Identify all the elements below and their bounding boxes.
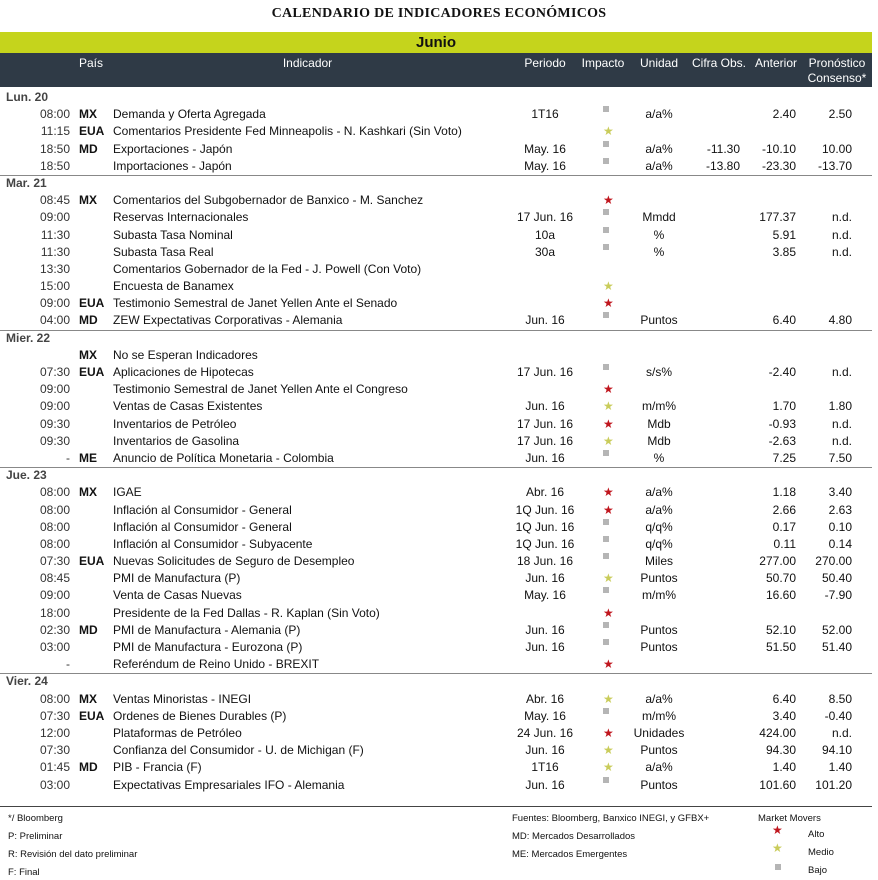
forecast-cell: 94.10 (821, 743, 852, 758)
legend-bajo: Bajo (808, 865, 828, 876)
unit-cell: Puntos (640, 743, 678, 758)
previous-cell: -2.40 (768, 365, 796, 379)
previous-cell: -2.63 (768, 433, 796, 448)
time-cell: 08:00 (39, 485, 70, 500)
indicator-cell: Inflación al Consumidor - General (113, 502, 292, 517)
time-cell: 18:50 (39, 141, 70, 156)
unit-cell: m/m% (642, 708, 676, 723)
unit-cell: a/a% (645, 107, 673, 122)
forecast-cell: n.d. (831, 365, 852, 379)
indicator-cell: ZEW Expectativas Corporativas - Alemania (113, 313, 343, 328)
indicator-cell: Testimonio Semestral de Janet Yellen Ante el Congreso (113, 382, 408, 397)
period-cell: Jun. 16 (525, 571, 565, 586)
time-cell: 01:45 (39, 760, 70, 775)
period-cell: 24 Jun. 16 (516, 725, 574, 740)
indicator-cell: Comentarios Presidente Fed Minneapolis - N. Kashkari (Sin Voto) (113, 124, 462, 139)
period-cell: May. 16 (524, 141, 566, 156)
forecast-cell: 2.50 (828, 107, 852, 122)
table-row: 08:00 MX IGAE Abr. 16 a/a% 1.18 3.40 ★ (0, 484, 872, 501)
table-row: 09:30 Inventarios de Petróleo 17 Jun. 16 Mdb -0.93 n.d. ★ (0, 416, 872, 433)
header-pais: País (79, 56, 104, 70)
table-row (0, 312, 872, 329)
table-row: 09:30 Inventarios de Gasolina 17 Jun. 16 Mdb -2.63 n.d. ★ (0, 433, 872, 450)
country-cell: ME (79, 450, 97, 465)
country-cell: MX (79, 691, 97, 706)
previous-cell: -23.30 (761, 158, 796, 173)
time-cell: 18:00 (39, 605, 70, 620)
forecast-cell: 0.10 (828, 519, 852, 534)
period-cell: 17 Jun. 16 (516, 433, 574, 448)
indicator-cell: Importaciones - Japón (113, 158, 232, 173)
period-cell: Jun. 16 (525, 313, 565, 328)
indicator-cell: Ordenes de Bienes Durables (P) (113, 708, 287, 723)
previous-cell: 94.30 (765, 743, 796, 758)
indicator-cell: Inflación al Consumidor - Subyacente (113, 536, 313, 551)
indicator-cell: Referéndum de Reino Unido - BREXIT (113, 657, 320, 672)
table-row (0, 587, 872, 604)
time-cell: 03:00 (39, 640, 70, 654)
indicator-cell: Subasta Tasa Real (113, 244, 214, 259)
day-row (0, 175, 872, 192)
time-cell: 07:30 (39, 554, 70, 569)
unit-cell: Mdb (647, 416, 671, 431)
unit-cell: Puntos (640, 313, 678, 328)
indicator-cell: PIB - Francia (F) (113, 760, 202, 775)
table-row (0, 708, 872, 725)
time-cell: 07:30 (39, 743, 70, 758)
previous-cell: -10.10 (761, 141, 796, 156)
time-cell: 08:00 (39, 691, 70, 706)
day-row (0, 330, 872, 347)
table-row: 07:30 Confianza del Consumidor - U. de Michigan (F) Jun. 16 Puntos 94.30 94.10 ★ (0, 742, 872, 759)
period-cell: Jun. 16 (525, 640, 565, 654)
day-row (0, 467, 872, 484)
unit-cell: Unidades (633, 725, 685, 740)
country-cell: MD (79, 141, 98, 156)
period-cell: 1Q Jun. 16 (515, 536, 575, 551)
forecast-cell: -7.90 (824, 588, 852, 603)
table-row (0, 536, 872, 553)
time-cell: 09:00 (39, 296, 70, 311)
indicator-cell: Ventas de Casas Existentes (113, 399, 263, 414)
time-cell: 07:30 (39, 708, 70, 723)
indicator-cell: Demanda y Oferta Agregada (113, 107, 266, 122)
indicator-cell: Inventarios de Petróleo (113, 416, 237, 431)
footer (0, 806, 872, 878)
country-cell: MX (79, 193, 97, 208)
indicator-cell: Inventarios de Gasolina (113, 433, 240, 448)
unit-cell: a/a% (645, 760, 673, 775)
indicator-cell: PMI de Manufactura - Eurozona (P) (113, 640, 303, 654)
table-row (0, 141, 872, 158)
forecast-cell: n.d. (831, 433, 852, 448)
previous-cell: 424.00 (759, 725, 796, 740)
indicator-cell: Anuncio de Política Monetaria - Colombia (113, 450, 334, 465)
time-cell: 08:00 (39, 107, 70, 122)
country-cell: EUA (79, 365, 105, 379)
previous-cell: 1.18 (772, 485, 796, 500)
time-cell: 09:30 (39, 433, 70, 448)
table-row: 08:00 MX Ventas Minoristas - INEGI Abr. 16 a/a% 6.40 8.50 ★ (0, 691, 872, 708)
table-row: 09:00 Ventas de Casas Existentes Jun. 16 m/m% 1.70 1.80 ★ (0, 398, 872, 415)
unit-cell: a/a% (645, 502, 673, 517)
table-row: 08:45 MX Comentarios del Subgobernador de Banxico - M. Sanchez ★ (0, 192, 872, 209)
forecast-cell: 0.14 (828, 536, 852, 551)
time-cell: 08:00 (39, 536, 70, 551)
previous-cell: 50.70 (765, 571, 796, 586)
previous-cell: 177.37 (759, 210, 796, 225)
table-row (0, 553, 872, 570)
period-cell: 17 Jun. 16 (516, 365, 574, 379)
country-cell: MX (79, 107, 97, 122)
indicator-cell: Exportaciones - Japón (113, 141, 233, 156)
period-cell: Jun. 16 (525, 743, 565, 758)
footnote-final: F: Final (8, 867, 40, 878)
observed-cell: -13.80 (705, 158, 740, 173)
table-row: 18:00 Presidente de la Fed Dallas - R. Kaplan (Sin Voto) ★ (0, 605, 872, 622)
day-label: Lun. 20 (6, 90, 49, 104)
period-cell: 17 Jun. 16 (516, 210, 574, 225)
footnote-bloomberg: */ Bloomberg (8, 813, 63, 824)
period-cell: 17 Jun. 16 (516, 416, 574, 431)
time-cell: 11:30 (40, 244, 70, 259)
previous-cell: -0.93 (768, 416, 796, 431)
country-cell: EUA (79, 708, 105, 723)
previous-cell: 5.91 (772, 227, 796, 242)
country-cell: MD (79, 760, 98, 775)
previous-cell: 3.85 (772, 244, 796, 259)
period-cell: May. 16 (524, 708, 566, 723)
table-row (0, 364, 872, 381)
previous-cell: 6.40 (772, 691, 796, 706)
period-cell: Jun. 16 (525, 777, 565, 792)
table-row (0, 347, 872, 364)
indicator-cell: Confianza del Consumidor - U. de Michigan (F) (113, 743, 364, 758)
previous-cell: 1.40 (772, 760, 796, 775)
previous-cell: 51.50 (765, 640, 796, 654)
time-cell: 07:30 (39, 365, 70, 379)
period-cell: Jun. 16 (525, 399, 565, 414)
time-cell: 04:00 (39, 313, 70, 328)
table-row: 09:00 Testimonio Semestral de Janet Yellen Ante el Congreso ★ (0, 381, 872, 398)
previous-cell: 16.60 (765, 588, 796, 603)
time-cell: 09:00 (39, 382, 70, 397)
indicator-cell: Inflación al Consumidor - General (113, 519, 292, 534)
previous-cell: 1.70 (772, 399, 796, 414)
day-divider (0, 330, 872, 331)
star-red-icon: ★ (772, 823, 783, 837)
legend-medio: Medio (808, 847, 834, 858)
time-cell: 13:30 (39, 261, 70, 276)
unit-cell: m/m% (642, 588, 676, 603)
forecast-cell: 52.00 (821, 622, 852, 637)
forecast-cell: 2.63 (828, 502, 852, 517)
period-cell: Abr. 16 (525, 691, 565, 706)
country-cell: MD (79, 622, 98, 637)
indicator-cell: Subasta Tasa Nominal (113, 227, 233, 242)
unit-cell: a/a% (645, 691, 673, 706)
forecast-cell: 51.40 (821, 640, 852, 654)
forecast-cell: n.d. (831, 725, 852, 740)
header-pronostico: Pronóstico (808, 56, 866, 70)
period-cell: 1T16 (531, 107, 559, 122)
unit-cell: % (653, 244, 665, 259)
table-row (0, 158, 872, 175)
table-row (0, 639, 872, 656)
forecast-cell: 7.50 (828, 450, 852, 465)
unit-cell: Mmdd (642, 210, 676, 225)
forecast-cell: -13.70 (817, 158, 852, 173)
table-row: 11:15 EUA Comentarios Presidente Fed Minneapolis - N. Kashkari (Sin Voto) ★ (0, 123, 872, 140)
country-cell: MX (79, 347, 97, 362)
table-row (0, 777, 872, 794)
day-label: Jue. 23 (6, 468, 47, 483)
period-cell: Jun. 16 (525, 622, 565, 637)
period-cell: 1Q Jun. 16 (515, 519, 575, 534)
country-cell: EUA (79, 296, 105, 311)
table-row (0, 450, 872, 467)
time-cell: 08:45 (39, 571, 70, 586)
period-cell: 1Q Jun. 16 (515, 502, 575, 517)
day-row (0, 89, 872, 106)
day-divider (0, 673, 872, 674)
country-cell: EUA (79, 124, 105, 139)
unit-cell: Miles (644, 554, 673, 569)
time-cell: 11:15 (40, 124, 70, 139)
time-cell: 08:00 (39, 502, 70, 517)
time-cell: 18:50 (39, 158, 70, 173)
time-cell: 11:30 (40, 227, 70, 242)
day-label: Mar. 21 (6, 175, 47, 190)
indicator-cell: Nuevas Solicitudes de Seguro de Desempleo (113, 554, 355, 569)
indicator-cell: Ventas Minoristas - INEGI (113, 691, 252, 706)
legend-title: Market Movers (758, 813, 821, 824)
time-cell: 12:00 (39, 725, 70, 740)
unit-cell: Puntos (640, 640, 678, 654)
time-cell: 09:30 (39, 416, 70, 431)
previous-cell: 277.00 (759, 554, 796, 569)
forecast-cell: 1.40 (828, 760, 852, 775)
month-banner: Junio (0, 32, 872, 53)
unit-cell: Puntos (640, 777, 678, 792)
time-cell: 03:00 (39, 777, 70, 792)
table-row: 12:00 Plataformas de Petróleo 24 Jun. 16 Unidades 424.00 n.d. ★ (0, 725, 872, 742)
forecast-cell: 3.40 (828, 485, 852, 500)
indicator-cell: Comentarios Gobernador de la Fed - J. Powell (Con Voto) (113, 261, 422, 276)
time-cell: - (66, 450, 70, 465)
day-label: Vier. 24 (6, 674, 48, 689)
period-cell: May. 16 (524, 588, 566, 603)
unit-cell: q/q% (645, 536, 673, 551)
forecast-cell: 4.80 (828, 313, 852, 328)
table-row (0, 519, 872, 536)
table-row: 09:00 EUA Testimonio Semestral de Janet Yellen Ante el Senado ★ (0, 295, 872, 312)
forecast-cell: n.d. (831, 244, 852, 259)
unit-cell: m/m% (642, 399, 676, 414)
forecast-cell: 1.80 (828, 399, 852, 414)
indicator-cell: No se Esperan Indicadores (113, 347, 258, 362)
unit-cell: a/a% (645, 141, 673, 156)
legend-alto: Alto (808, 829, 825, 840)
table-row (0, 622, 872, 639)
time-cell: 08:00 (39, 519, 70, 534)
indicator-cell: PMI de Manufactura - Alemania (P) (113, 622, 301, 637)
period-cell: Jun. 16 (525, 450, 565, 465)
header-consenso: Consenso* (807, 71, 867, 85)
day-divider (0, 467, 872, 468)
table-row: 15:00 Encuesta de Banamex ★ (0, 278, 872, 295)
indicator-cell: IGAE (113, 485, 142, 500)
table-row (0, 106, 872, 123)
unit-cell: % (653, 450, 665, 465)
unit-cell: a/a% (645, 158, 673, 173)
day-divider (0, 175, 872, 176)
footnote-revision: R: Revisión del dato preliminar (8, 849, 138, 860)
time-cell: 08:45 (39, 193, 70, 208)
table-row: 01:45 MD PIB - Francia (F) 1T16 a/a% 1.40 1.40 ★ (0, 759, 872, 776)
indicator-cell: PMI de Manufactura (P) (113, 571, 241, 586)
country-cell: EUA (79, 554, 105, 569)
previous-cell: 2.40 (772, 107, 796, 122)
previous-cell: 3.40 (772, 708, 796, 723)
previous-cell: 7.25 (772, 450, 796, 465)
period-cell: Abr. 16 (525, 485, 565, 500)
header-unidad: Unidad (639, 56, 679, 70)
country-cell: MX (79, 485, 97, 500)
time-cell: - (66, 657, 70, 672)
forecast-cell: 50.40 (821, 571, 852, 586)
header-impacto: Impacto (581, 56, 625, 70)
unit-cell: Puntos (640, 622, 678, 637)
indicator-cell: Aplicaciones de Hipotecas (113, 365, 254, 379)
unit-cell: s/s% (645, 365, 672, 379)
period-cell: 18 Jun. 16 (516, 554, 574, 569)
header-periodo: Periodo (524, 56, 566, 70)
indicator-cell: Comentarios del Subgobernador de Banxico - M. Sanchez (113, 193, 424, 208)
previous-cell: 101.60 (759, 777, 796, 792)
previous-cell: 0.11 (773, 536, 796, 551)
calendar-table (0, 89, 872, 794)
forecast-cell: n.d. (831, 416, 852, 431)
unit-cell: % (653, 227, 665, 242)
previous-cell: 52.10 (765, 622, 796, 637)
time-cell: 09:00 (39, 210, 70, 225)
time-cell: 15:00 (39, 279, 70, 294)
table-row: - Referéndum de Reino Unido - BREXIT ★ (0, 656, 872, 673)
table-row (0, 244, 872, 261)
previous-cell: 2.66 (772, 502, 796, 517)
header-anterior: Anterior (754, 56, 798, 70)
unit-cell: Puntos (640, 571, 678, 586)
footnote-me: ME: Mercados Emergentes (512, 849, 628, 860)
table-row (0, 227, 872, 244)
unit-cell: a/a% (645, 485, 673, 500)
indicator-cell: Expectativas Empresariales IFO - Alemania (113, 777, 345, 792)
header-cifra: Cifra Obs. (691, 56, 746, 70)
footnote-md: MD: Mercados Desarrollados (512, 831, 636, 842)
period-cell: 10a (534, 227, 556, 242)
page-title: CALENDARIO DE INDICADORES ECONÓMICOS (271, 6, 607, 21)
forecast-cell: 10.00 (821, 141, 852, 156)
forecast-cell: n.d. (831, 227, 852, 242)
forecast-cell: 270.00 (815, 554, 852, 569)
indicator-cell: Presidente de la Fed Dallas - R. Kaplan (Sin Voto) (113, 605, 380, 620)
star-yellow-icon: ★ (772, 841, 783, 855)
unit-cell: q/q% (645, 519, 673, 534)
table-row (0, 261, 872, 278)
forecast-cell: 8.50 (828, 691, 852, 706)
period-cell: 1T16 (531, 760, 559, 775)
time-cell: 09:00 (39, 588, 70, 603)
table-row: 08:00 Inflación al Consumidor - General 1Q Jun. 16 a/a% 2.66 2.63 ★ (0, 502, 872, 519)
indicator-cell: Venta de Casas Nuevas (113, 588, 242, 603)
indicator-cell: Testimonio Semestral de Janet Yellen Ante el Senado (113, 296, 398, 311)
table-row (0, 209, 872, 226)
header-indicador: Indicador (282, 56, 333, 70)
time-cell: 09:00 (39, 399, 70, 414)
country-cell: MD (79, 313, 98, 328)
previous-cell: 0.17 (772, 519, 796, 534)
previous-cell: 6.40 (772, 313, 796, 328)
forecast-cell: 101.20 (815, 777, 852, 792)
indicator-cell: Reservas Internacionales (113, 210, 249, 225)
period-cell: May. 16 (524, 158, 566, 173)
observed-cell: -11.30 (706, 141, 740, 156)
table-header (0, 53, 872, 87)
forecast-cell: -0.40 (824, 708, 852, 723)
indicator-cell: Plataformas de Petróleo (113, 725, 242, 740)
day-row (0, 673, 872, 690)
unit-cell: Mdb (647, 433, 671, 448)
day-label: Mier. 22 (6, 330, 51, 345)
time-cell: 02:30 (39, 622, 70, 637)
indicator-cell: Encuesta de Banamex (113, 279, 234, 294)
period-cell: 30a (534, 244, 556, 259)
forecast-cell: n.d. (831, 210, 852, 225)
table-row: 08:45 PMI de Manufactura (P) Jun. 16 Puntos 50.70 50.40 ★ (0, 570, 872, 587)
footnote-preliminar: P: Preliminar (8, 831, 63, 842)
footnote-fuentes: Fuentes: Bloomberg, Banxico INEGI, y GFBX+ (512, 813, 710, 824)
